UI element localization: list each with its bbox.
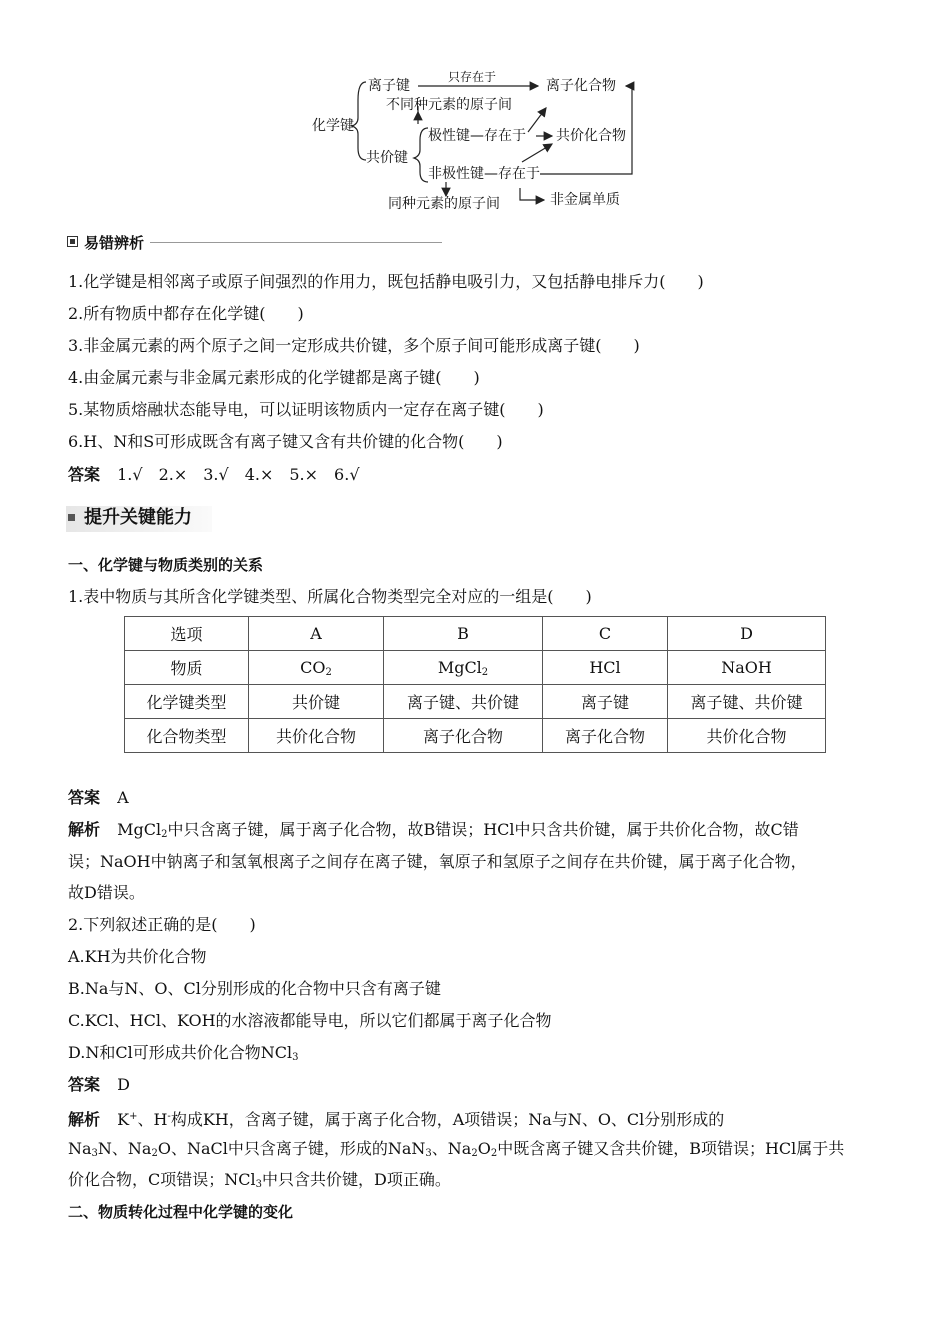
table-cell: 化合物类型 [125, 719, 249, 753]
subsection-2-title: 二、物质转化过程中化学键的变化 [68, 1203, 294, 1221]
table-cell: 离子化合物 [543, 719, 668, 753]
q2-analysis-line-2: $Na_3N$、$Na_2O$、NaCl中只含离子键，形成的NaN$_3$、$Na_2O_2$中既含离子键又含共价键，B项错误；HCl属于共 [68, 1139, 845, 1159]
diagram-root: 化学键 [312, 118, 354, 134]
diagram-nonmetal-element: 非金属单质 [550, 192, 620, 208]
table-cell: HCl [543, 651, 668, 685]
error-item-2: 2.所有物质中都存在化学键( ) [68, 304, 304, 323]
q1-analysis-line-2: 误；NaOH中钠离子和氢氧根离子之间存在离子键，氧原子和氢原子之间存在共价键，属于离子化合物， [68, 852, 807, 871]
q2-answer [68, 1075, 130, 1095]
answer-text: A [117, 788, 129, 807]
diagram-covalent-compound: 共价化合物 [556, 128, 626, 144]
q1-table [124, 616, 826, 753]
error-item-3: 3.非金属元素的两个原子之间一定形成共价键，多个原子间可能形成离子键( ) [68, 336, 640, 355]
error-answer [68, 465, 360, 485]
table-row [125, 651, 826, 685]
answer-text: 1.√ 2.× 3.√ 4.× 5.× 6.√ [117, 465, 360, 484]
divider [150, 242, 442, 243]
square-bullet-icon [68, 514, 75, 521]
section-title: 提升关键能力 [84, 507, 192, 528]
error-item-6: 6.H、N和S可形成既含有离子键又含有共价键的化合物( ) [68, 432, 503, 451]
q2-option-c: C.KCl、HCl、KOH的水溶液都能导电，所以它们都属于离子化合物 [68, 1011, 552, 1030]
q2-analysis-line-1: 解析 K+、H-构成KH，含离子键，属于离子化合物，A项错误；Na与N、O、Cl分别形成的 [68, 1110, 725, 1129]
diagram-same-elements: 同种元素的原子间 [388, 196, 500, 212]
table-cell: C [543, 617, 668, 651]
error-item-1: 1.化学键是相邻离子或原子间强烈的作用力，既包括静电吸引力，又包括静电排斥力( ) [68, 272, 704, 291]
table-row [125, 719, 826, 753]
diagram-nonpolar-bond: 非极性键—存在于 [428, 166, 540, 182]
analysis-label: 解析 [68, 820, 101, 839]
error-analysis-title: 易错辨析 [84, 234, 145, 252]
analysis-label: 解析 [68, 1110, 101, 1129]
table-cell: 离子化合物 [384, 719, 543, 753]
table-cell: 共价键 [249, 685, 384, 719]
q1-stem: 1.表中物质与其所含化学键类型、所属化合物类型完全对应的一组是( ) [68, 587, 592, 606]
table-cell: MgCl$_2$ [384, 651, 543, 685]
q1-analysis-line-1: 解析 MgCl$_2$中只含离子键，属于离子化合物，故B错误；HCl中只含共价键，属于共价化合物，故C错 [68, 820, 799, 840]
table-cell: 选项 [125, 617, 249, 651]
q1-analysis-line-3: 故D错误。 [68, 883, 145, 902]
table-cell: $CO_2$ [249, 651, 384, 685]
table-cell: 化学键类型 [125, 685, 249, 719]
q2-analysis-line-3: 价化合物，C项错误；NCl$_3$中只含共价键，D项正确。 [68, 1170, 451, 1190]
table-cell: 共价化合物 [668, 719, 826, 753]
table-cell: B [384, 617, 543, 651]
q2-option-a: A.KH为共价化合物 [68, 947, 207, 966]
table-cell: 离子键、共价键 [668, 685, 826, 719]
error-item-5: 5.某物质熔融状态能导电，可以证明该物质内一定存在离子键( ) [68, 400, 544, 419]
table-cell: 共价化合物 [249, 719, 384, 753]
diagram-ionic-compound: 离子化合物 [546, 78, 616, 94]
q1-answer [68, 788, 129, 808]
answer-label: 答案 [68, 1075, 101, 1094]
answer-label: 答案 [68, 788, 101, 807]
square-icon [67, 236, 78, 247]
answer-text: D [117, 1075, 130, 1094]
q2-option-d: D.N和Cl可形成共价化合物NCl$_3$ [68, 1043, 299, 1063]
table-cell: 离子键 [543, 685, 668, 719]
table-cell: 物质 [125, 651, 249, 685]
diagram-ionic-bond: 离子键 [368, 78, 410, 94]
table-row [125, 685, 826, 719]
diagram-only-exists: 只存在于 [448, 70, 497, 84]
diagram-covalent-bond: 共价键 [366, 150, 408, 166]
table-row [125, 617, 826, 651]
answer-label: 答案 [68, 465, 101, 484]
subsection-1-title: 一、化学键与物质类别的关系 [68, 556, 264, 574]
table-cell: A [249, 617, 384, 651]
error-item-4: 4.由金属元素与非金属元素形成的化学键都是离子键( ) [68, 368, 480, 387]
q2-stem: 2.下列叙述正确的是( ) [68, 915, 256, 934]
table-cell: NaOH [668, 651, 826, 685]
q2-option-b: B.Na与N、O、Cl分别形成的化合物中只含有离子键 [68, 979, 441, 998]
diagram-different-elements: 不同种元素的原子间 [386, 97, 512, 113]
table-cell: 离子键、共价键 [384, 685, 543, 719]
table-cell: D [668, 617, 826, 651]
diagram-polar-bond: 极性键—存在于 [428, 128, 526, 144]
